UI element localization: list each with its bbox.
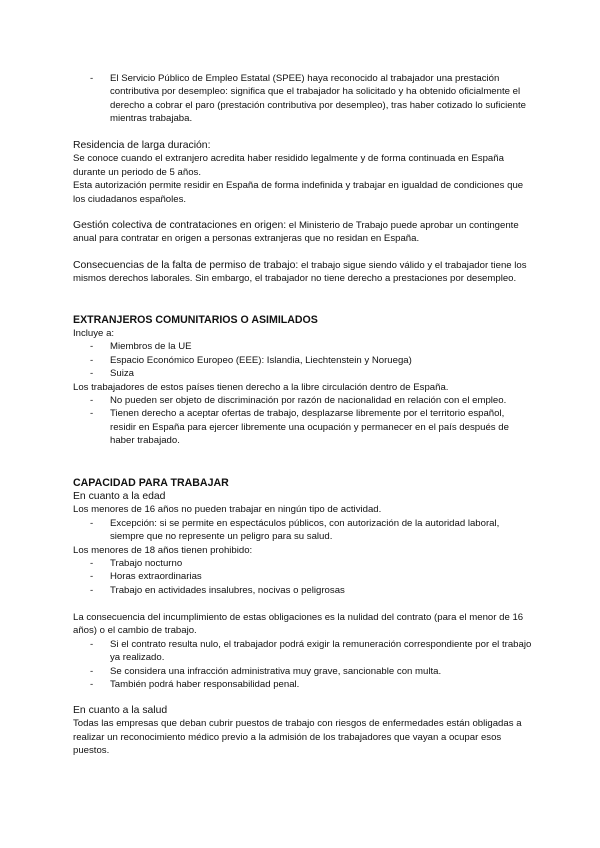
menores18-list [73, 557, 533, 597]
residencia-paragraph-2: Esta autorización permite residir en España de forma indefinida y trabajar en igualdad de condiciones que los ciudadanos españoles. [73, 180, 524, 205]
salud-title: En cuanto a la salud [73, 705, 168, 716]
derechos-list [73, 394, 533, 448]
list-item: - Tienen derecho a aceptar ofertas de trabajo, desplazarse libremente por el territorio español, residir en España para ejercer libremente una ocupación y permanecer en el país después de haber trabajado. [73, 407, 533, 447]
menores18-paragraph: Los menores de 18 años tienen prohibido: [73, 544, 253, 556]
incluye-label: Incluye a: [73, 328, 115, 339]
list-item: - Se considera una infracción administrativa muy grave, sancionable con multa. [73, 665, 533, 678]
salud-paragraph: Todas las empresas que deban cubrir puestos de trabajo con riesgos de enfermedades están obligadas a realizar un reconocimiento médico previo a la admisión de los trabajadores que vayan a ocupar esos puestos. [73, 718, 522, 757]
residencia-paragraph-1: Se conoce cuando el extranjero acredita haber residido legalmente y de forma continuada en España durante un periodo de 5 años. [73, 153, 504, 178]
gestion-title: Gestión colectiva de contrataciones en origen: [73, 220, 287, 231]
spee-list [73, 72, 533, 126]
salud-section [73, 704, 533, 758]
comunitarios-heading: EXTRANJEROS COMUNITARIOS O ASIMILADOS [73, 314, 318, 326]
consecuencias-paragraph [73, 259, 533, 286]
edad-title: En cuanto a la edad [73, 491, 166, 502]
list-item: - Miembros de la UE [73, 340, 533, 353]
list-item: - No pueden ser objeto de discriminación por razón de nacionalidad en relación con el empleo. [73, 394, 533, 407]
list-item: - Espacio Económico Europeo (EEE): Islandia, Liechtenstein y Noruega) [73, 354, 533, 367]
gestion-paragraph [73, 219, 533, 246]
gestion-section [73, 219, 533, 246]
residencia-title: Residencia de larga duración: [73, 140, 211, 151]
consecuencia-section [73, 611, 533, 691]
consecuencias-section [73, 259, 533, 286]
list-item: - Trabajo en actividades insalubres, nocivas o peligrosas [73, 584, 533, 597]
list-item: - Trabajo nocturno [73, 557, 533, 570]
residencia-section [73, 139, 533, 206]
list-item: - Si el contrato resulta nulo, el trabajador podrá exigir la remuneración correspondiente por el trabajo ya realizado. [73, 638, 533, 665]
list-item: - Excepción: si se permite en espectáculos públicos, con autorización de la autoridad laboral, siempre que no represente un peligro para su salud. [73, 517, 533, 544]
list-item: - Suiza [73, 367, 533, 380]
incluye-list [73, 340, 533, 380]
spee-block [73, 72, 533, 126]
list-item: - El Servicio Público de Empleo Estatal (SPEE) haya reconocido al trabajador una prestación contributiva por desempleo: significa que el trabajador ha solicitado y ha obtenido oficialmente el derecho a cobrar el paro (prestación contributiva por desempleo), tras haber cotizado lo suficiente mientras trabajaba. [73, 72, 533, 126]
derechos-paragraph: Los trabajadores de estos países tienen derecho a la libre circulación dentro de España. [73, 381, 449, 393]
consecuencias-title: Consecuencias de la falta de permiso de trabajo: [73, 260, 299, 271]
menores16-list [73, 517, 533, 544]
consecuencias-text: el trabajo sigue siendo válido y el trabajador tiene los mismos derechos laborales. Sin embargo, el trabajador no tiene derecho a prestaciones por desempleo. [73, 260, 527, 285]
consecuencia-list [73, 638, 533, 692]
gestion-text: el Ministerio de Trabajo puede aprobar un contingente anual para contratar en origen a personas extranjeras que no residan en España. [73, 220, 519, 245]
capacidad-section [73, 476, 533, 597]
list-item: - También podrá haber responsabilidad penal. [73, 678, 533, 691]
list-item: - Horas extraordinarias [73, 570, 533, 583]
capacidad-heading: CAPACIDAD PARA TRABAJAR [73, 477, 229, 489]
menores16-paragraph: Los menores de 16 años no pueden trabajar en ningún tipo de actividad. [73, 504, 382, 516]
consecuencia-paragraph: La consecuencia del incumplimiento de estas obligaciones es la nulidad del contrato (para el menor de 16 años) o el cambio de trabajo. [73, 612, 524, 637]
comunitarios-section [73, 313, 533, 448]
